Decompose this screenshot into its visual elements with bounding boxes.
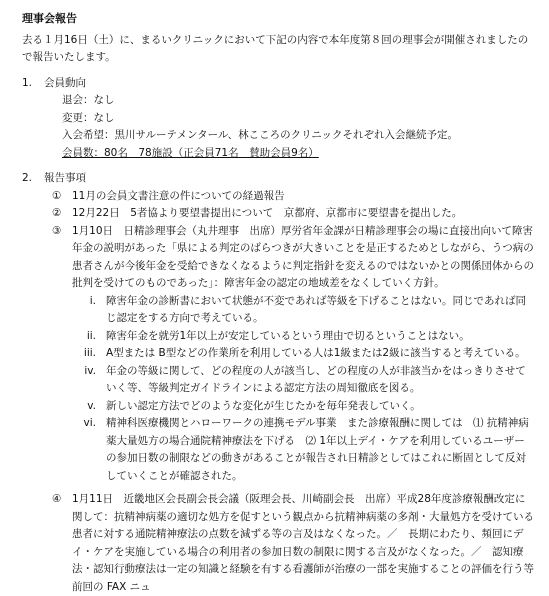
sub-item-text: 年金の等級に関して、どの程度の人が該当し、どの程度の人が非該当かをはっきりさせていく等、等級判定ガイドラインによる認定方法の周知徹底を図る。 — [106, 363, 535, 398]
sub-item-text: A型または B型などの作業所を利用している人は1級または2級に該当すると考えている。 — [106, 345, 535, 363]
intro-paragraph: 去る１月16日（土）に、まるいクリニックにおいて下記の内容で本年度第８回の理事会が開催されましたので報告いたします。 — [22, 32, 535, 67]
report-item-mark: ① — [42, 188, 72, 206]
report-item-text: 1月10日 日精診理事会（丸井理事 出席）厚労省年金課が日精診理事会の場に直接出向いて障害年金の説明があった「県による判定のばらつきが大きいことを是正するためとしながら、うつ病の患者さんが今後年金を受給できなくなるように判定指針を変えるのではないかとの関係団体からの批判を受けてのものであった」：障害年金の認定の地域差をなくしていく方針。 — [72, 223, 535, 293]
section-member-trends — [22, 75, 535, 163]
report-item-text: 12月22日 5者協より要望書提出について 京都府、京都市に要望書を提出した。 — [72, 205, 535, 223]
report-item — [42, 205, 535, 223]
section-number: 2. — [22, 170, 44, 188]
section-title: 報告事項 — [44, 170, 86, 188]
report-item-mark: ③ — [42, 223, 72, 293]
sub-item-text: 障害年金を就労1年以上が安定しているという理由で切るということはない。 — [106, 328, 535, 346]
member-count-line: 会員数：80名 78施設（正会員71名 賛助会員9名） — [62, 147, 319, 159]
report-item-mark: ④ — [42, 491, 72, 596]
report-item-text: 1月11日 近畿地区会長副会長会議（阪理会長、川崎副会長 出席）平成28年度診療報酬改定に関して：抗精神病薬の適切な処方を促すという観点から抗精神病薬の多剤・大量処方を受けている患者に対する通院精神療法の点数を減ずる等の言及はなくなった。／ 長期にわたり、頻回にデイ・ケアを実施している場合の利用者の参加日数の制限に関する言及がなくなった。／ 認知療法・認知行動療法は一定の知識と経験を有する看護師が治療の一部を実施することの評価を行う等前回の FAX ニュ — [72, 491, 535, 596]
sub-item — [42, 398, 535, 416]
section-body — [22, 92, 535, 162]
sub-item-list — [42, 293, 535, 486]
sub-item — [42, 363, 535, 398]
page-title: 理事会報告 — [22, 10, 535, 28]
sub-item-mark: vi. — [42, 415, 106, 485]
sub-item-mark: iii. — [42, 345, 106, 363]
change-line: 変更：なし — [62, 110, 535, 128]
section-reports — [22, 170, 535, 596]
withdraw-line: 退会：なし — [62, 92, 535, 110]
report-items — [22, 188, 535, 596]
sub-item — [42, 293, 535, 328]
sub-item-mark: ii. — [42, 328, 106, 346]
report-item-text: 11月の会員文書注意の件についての経過報告 — [72, 188, 535, 206]
sub-item — [42, 345, 535, 363]
report-item — [42, 188, 535, 206]
report-item — [42, 223, 535, 293]
join-line: 入会希望：黒川サルーテメンタール、林こころのクリニックそれぞれ入会継続予定。 — [62, 127, 535, 145]
sub-item-text: 精神科医療機関とハローワークの連携モデル事業 また診療報酬に関しては ⑴ 抗精神病薬大量処方の場合通院精神療法を下げる ⑵ 1年以上デイ・ケアを利用しているユーザーの参加日数の制限などの動きがあることが報告され日精診としてはこれに断固として反対していくことが確認された。 — [106, 415, 535, 485]
section-number: 1. — [22, 75, 44, 93]
section-heading — [22, 75, 535, 93]
section-title: 会員動向 — [44, 75, 86, 93]
sub-item-text: 障害年金の診断書において状態が不変であれば等級を下げることはない。同じであれば同じ認定をする方向で考えている。 — [106, 293, 535, 328]
report-item-mark: ② — [42, 205, 72, 223]
sub-item-mark: v. — [42, 398, 106, 416]
report-item — [42, 491, 535, 596]
sub-item-mark: i. — [42, 293, 106, 328]
sub-item-text: 新しい認定方法でどのような変化が生じたかを毎年発表していく。 — [106, 398, 535, 416]
sub-item — [42, 328, 535, 346]
sub-item — [42, 415, 535, 485]
section-heading — [22, 170, 535, 188]
sub-item-mark: iv. — [42, 363, 106, 398]
